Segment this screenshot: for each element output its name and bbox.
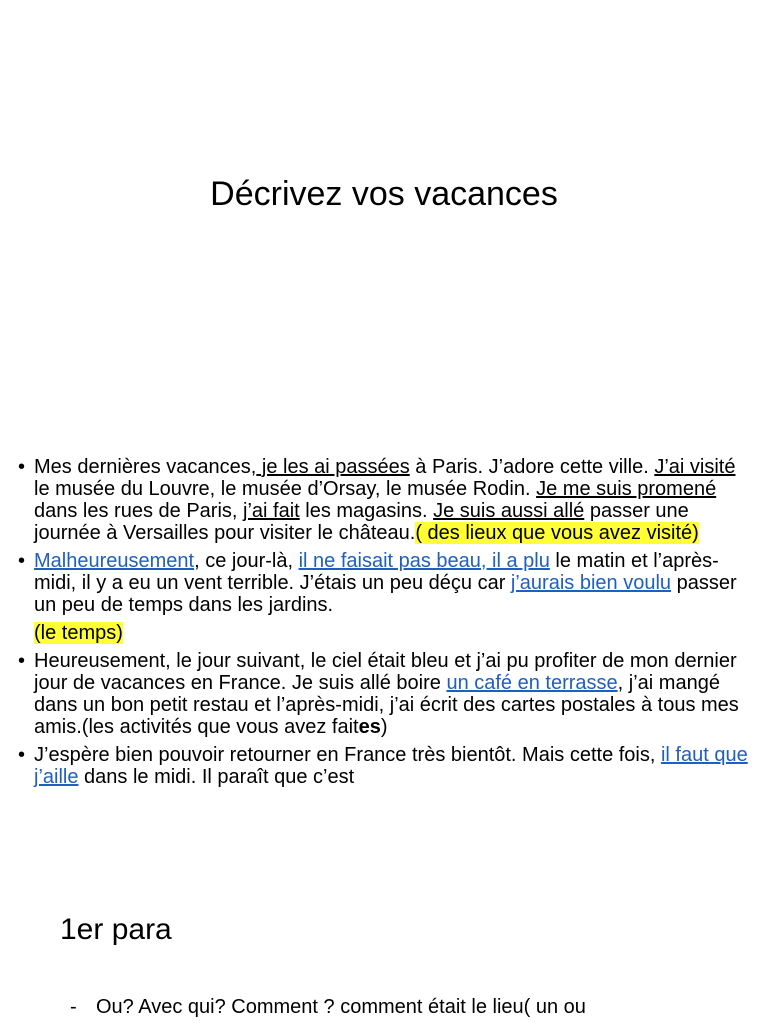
link-phrase: un café en terrasse [446, 672, 618, 694]
underlined-phrase: j’ai fait [243, 500, 300, 522]
text: passer un peu de temps dans les jardins. [34, 572, 737, 616]
link-phrase: il ne faisait pas beau, il a plu [298, 550, 550, 572]
text: Heureusement, le jour suivant, le ciel était bleu et j’ai pu profiter de mon dernier jour de vacances en France. Je suis allé boire [34, 650, 737, 694]
dash-list-item [70, 994, 760, 1020]
underlined-phrase: Je me suis promené [536, 478, 717, 500]
text: , j’ai mangé dans un bon petit restau et l’après-midi, j’ai écrit des cartes postales à tous mes amis.(les activités que vous avez fait [34, 672, 739, 738]
text: le matin et l’après-midi, il y a eu un vent terrible. J’étais un peu déçu car [34, 550, 719, 594]
bullet-temps-note [18, 622, 748, 644]
underlined-phrase: Je suis aussi allé [433, 500, 585, 522]
highlight-note: (le temps) [34, 622, 123, 644]
slide-body [18, 456, 748, 862]
underlined-phrase: je les ai passées [256, 456, 410, 478]
bullet-activites [18, 650, 748, 738]
underlined-phrase: J’ai visité [654, 456, 736, 478]
bullet-futur [18, 744, 748, 788]
link-phrase: il faut que j’aille [34, 744, 748, 788]
text: Mes dernières vacances, [34, 456, 257, 478]
dash-item-text: Ou? Avec qui? Comment ? comment était le lieu( un ou [96, 996, 586, 1018]
bullet-temps [18, 550, 748, 616]
text: J’espère bien pouvoir retourner en France très bientôt. Mais cette fois, [34, 744, 661, 766]
text: à Paris. J’adore cette ville. [409, 456, 655, 478]
text: passer une journée à Versailles pour visiter le château. [34, 500, 689, 544]
text: dans le midi. Il paraît que c’est [78, 766, 355, 788]
text: dans les rues de Paris, [34, 500, 243, 522]
bold-suffix: es [358, 716, 381, 738]
slide-title: Décrivez vos vacances [210, 175, 558, 213]
link-phrase: Malheureusement [34, 550, 195, 572]
text: , ce jour-là, [194, 550, 299, 572]
text: les magasins. [299, 500, 434, 522]
text: ) [380, 716, 388, 738]
bullet-lieux [18, 456, 748, 544]
text: le musée du Louvre, le musée d’Orsay, le musée Rodin. [34, 478, 537, 500]
link-phrase: j’aurais bien voulu [510, 572, 672, 594]
bullet-list [18, 456, 748, 788]
paragraph-heading: 1er para [60, 913, 172, 946]
dash-marker: - [70, 996, 77, 1018]
highlight-note: ( des lieux que vous avez visité) [415, 522, 699, 544]
